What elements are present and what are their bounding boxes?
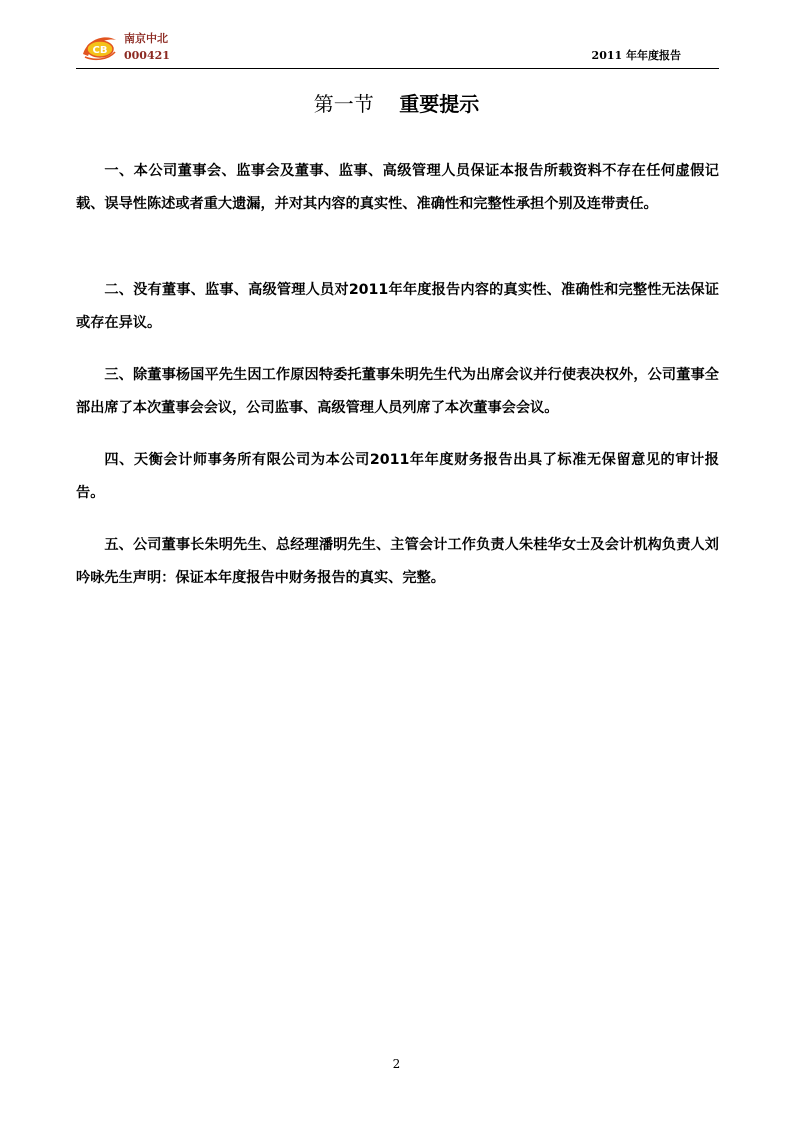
section-heading: 重要提示 xyxy=(399,92,480,116)
company-logo xyxy=(80,32,118,62)
section-title xyxy=(0,90,793,118)
page-header xyxy=(76,26,719,69)
page-number: 2 xyxy=(392,1057,401,1071)
notice-paragraph-1: 一、本公司董事会、监事会及董事、监事、高级管理人员保证本报告所载资料不存在任何虚假记载、误导性陈述或者重大遗漏，并对其内容的真实性、准确性和完整性承担个别及连带责任。 xyxy=(76,163,719,212)
logo-letters: CB xyxy=(92,45,108,56)
notice-paragraph-3: 三、除董事杨国平先生因工作原因特委托董事朱明先生代为出席会议并行使表决权外，公司董事全部出席了本次董事会会议，公司监事、高级管理人员列席了本次董事会会议。 xyxy=(76,367,719,416)
notice-paragraph-5: 五、公司董事长朱明先生、总经理潘明先生、主管会计工作负责人朱桂华女士及会计机构负责人刘吟咏先生声明：保证本年度报告中财务报告的真实、完整。 xyxy=(76,537,719,586)
notice-paragraph-4: 四、天衡会计师事务所有限公司为本公司2011年年度财务报告出具了标准无保留意见的审计报告。 xyxy=(76,452,719,501)
company-name: 南京中北 xyxy=(124,32,168,45)
notice-paragraph-2: 二、没有董事、监事、高级管理人员对2011年年度报告内容的真实性、准确性和完整性无法保证或存在异议。 xyxy=(76,282,719,331)
report-label: 2011 年年度报告 xyxy=(591,49,681,62)
section-number: 第一节 xyxy=(313,92,374,116)
stock-code: 000421 xyxy=(124,49,170,62)
